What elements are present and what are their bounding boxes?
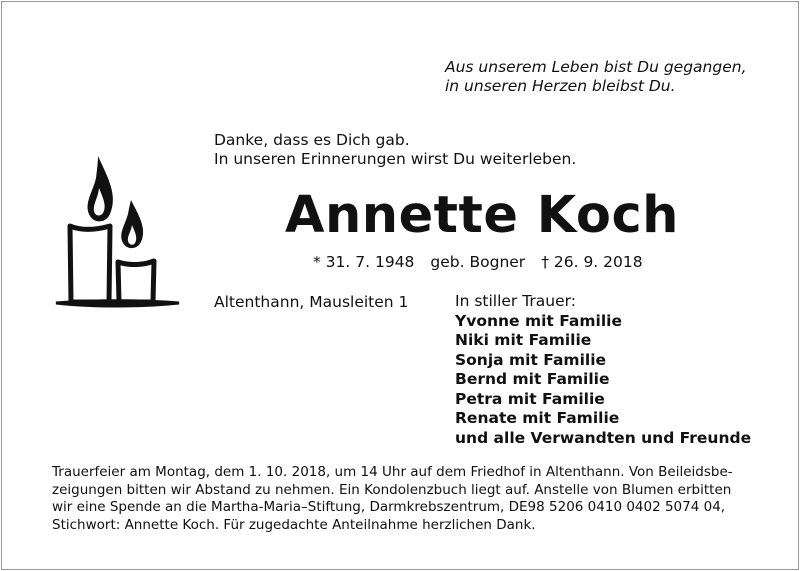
- mourners-intro: In stiller Trauer:: [455, 292, 576, 310]
- quote-line-2: in unseren Herzen bleibst Du.: [445, 77, 676, 95]
- birth-date: * 31. 7. 1948: [313, 253, 415, 271]
- mourner-family: Yvonne mit Familie: [455, 311, 622, 330]
- thanks-line-1: Danke, dass es Dich gab.: [214, 131, 410, 149]
- mourner-family: und alle Verwandten und Freunde: [455, 428, 752, 447]
- maiden-name: geb. Bogner: [430, 253, 526, 271]
- mourner-family: Bernd mit Familie: [455, 370, 610, 388]
- quote-line-1: Aus unserem Leben bist Du gegangen,: [445, 58, 747, 76]
- funeral-info-line-2: zeigungen bitten wir Abstand zu nehmen. Ein Kondolenzbuch liegt auf. Anstelle von Blumen erbitten: [52, 481, 732, 498]
- funeral-info-line-4: Stichwort: Annette Koch. Für zugedachte Anteilnahme herzlichen Dank.: [52, 516, 536, 533]
- thanks-line-2: In unseren Erinnerungen wirst Du weiterleben.: [214, 150, 577, 168]
- funeral-info: [52, 464, 752, 534]
- mourners-list: [455, 292, 751, 448]
- funeral-info-line-1: Trauerfeier am Montag, dem 1. 10. 2018, um 14 Uhr auf dem Friedhof in Altenthann. Von Beileidsbe-: [52, 464, 733, 480]
- candles-icon: [52, 150, 182, 310]
- thanks-text: [214, 131, 576, 169]
- mourner-family: Petra mit Familie: [455, 389, 605, 408]
- mourner-family: Niki mit Familie: [455, 331, 592, 349]
- quote: [445, 58, 747, 96]
- deceased-name: Annette Koch: [285, 186, 679, 245]
- funeral-info-line-3: wir eine Spende an die Martha-Maria–Stiftung, Darmkrebszentrum, DE98 5206 0410 0402 5074 04,: [52, 499, 726, 515]
- mourner-family: Renate mit Familie: [455, 409, 620, 427]
- life-dates: [313, 252, 643, 272]
- death-date: † 26. 9. 2018: [541, 253, 643, 271]
- mourner-family: Sonja mit Familie: [455, 350, 607, 369]
- address: Altenthann, Mausleiten 1: [214, 293, 409, 311]
